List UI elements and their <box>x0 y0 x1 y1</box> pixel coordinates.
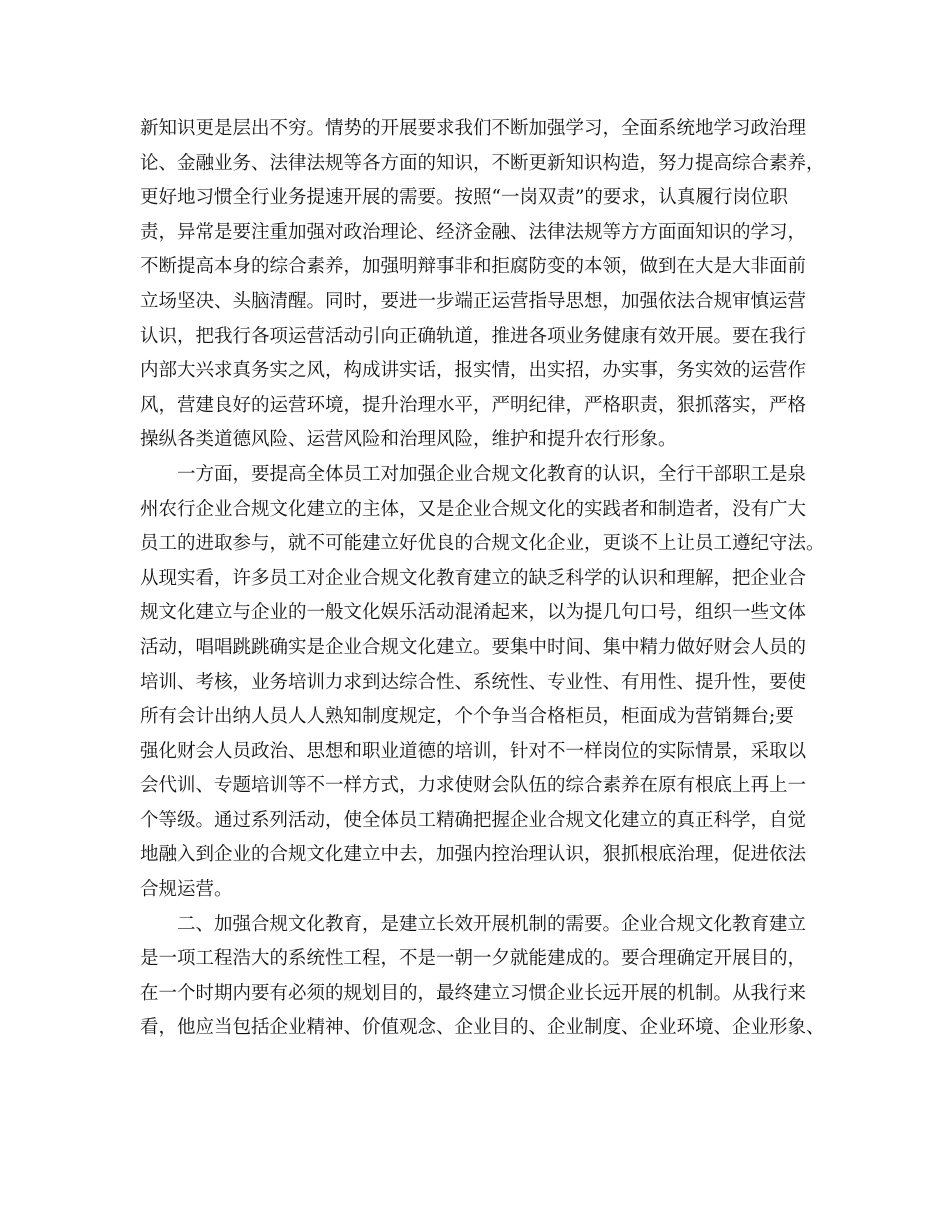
text-line: 新知识更是层出不穷。情势的开展要求我们不断加强学习，全面系统地学习政治理 <box>140 118 807 139</box>
text-line: 更好地习惯全行业务提速开展的需要。按照“一岗双责”的要求，认真履行岗位职 <box>140 187 788 209</box>
text-line: 活动，唱唱跳跳确实是企业合规文化建立。要集中时间、集中精力做好财会人员的 <box>140 636 807 658</box>
paragraph-1 <box>140 112 825 458</box>
text-line: 是一项工程浩大的系统性工程，不是一朝一夕就能建成的。要合理确定开展目的， <box>140 948 807 970</box>
text-line: 一方面，要提高全体员工对加强企业合规文化教育的认识，全行干部职工是泉 <box>177 463 807 485</box>
text-line: 合规运营。 <box>140 879 233 901</box>
text-line: 内部大兴求真务实之风，构成讲实话，报实情，出实招，办实事，务实效的运营作 <box>140 360 807 382</box>
text-line: 不断提高本身的综合素养，加强明辩事非和拒腐防变的本领，做到在大是大非面前 <box>140 256 807 278</box>
text-line: 个等级。通过系列活动，使全体员工精确把握企业合规文化建立的真正科学，自觉 <box>140 809 807 831</box>
text-line: 认识，把我行各项运营活动引向正确轨道，推进各项业务健康有效开展。要在我行 <box>140 325 807 347</box>
text-line: 员工的进取参与，就不可能建立好优良的合规文化企业，更谈不上让员工遵纪守法。 <box>140 533 825 555</box>
text-line: 二、加强合规文化教育，是建立长效开展机制的需要。企业合规文化教育建立 <box>177 913 807 935</box>
paragraph-2 <box>140 458 825 908</box>
text-line: 从现实看，许多员工对企业合规文化教育建立的缺乏科学的认识和理解，把企业合 <box>140 567 807 589</box>
text-line: 会代训、专题培训等不一样方式，力求使财会队伍的综合素养在原有根底上再上一 <box>140 775 807 797</box>
text-line: 风，营建良好的运营环境，提升治理水平，严明纪律，严格职责，狠抓落实，严格 <box>140 394 807 416</box>
text-line: 论、金融业务、法律法规等各方面的知识，不断更新知识构造，努力提高综合素养， <box>140 152 825 174</box>
text-line: 操纵各类道德风险、运营风险和治理风险，维护和提升农行形象。 <box>140 429 677 451</box>
text-line: 在一个时期内要有必须的规划目的，最终建立习惯企业长远开展的机制。从我行来 <box>140 982 807 1004</box>
text-line: 看，他应当包括企业精神、价值观念、企业目的、企业制度、企业环境、企业形象、 <box>140 1017 825 1039</box>
text-line: 责，异常是要注重加强对政治理论、经济金融、法律法规等方方面面知识的学习， <box>140 221 807 243</box>
body-text <box>140 112 825 1046</box>
text-line: 地融入到企业的合规文化建立中去，加强内控治理认识，狠抓根底治理，促进依法 <box>140 844 807 866</box>
text-line: 规文化建立与企业的一般文化娱乐活动混淆起来，以为提几句口号，组织一些文体 <box>140 602 807 624</box>
text-line: 培训、考核，业务培训力求到达综合性、系统性、专业性、有用性、提升性，要使 <box>140 671 807 693</box>
text-line: 所有会计出纳人员人人熟知制度规定，个个争当合格柜员，柜面成为营销舞台;要 <box>140 706 794 728</box>
paragraph-3 <box>140 908 825 1046</box>
text-line: 强化财会人员政治、思想和职业道德的培训，针对不一样岗位的实际情景，采取以 <box>140 740 807 762</box>
text-line: 立场坚决、头脑清醒。同时，要进一步端正运营指导思想，加强依法合规审慎运营 <box>140 290 807 312</box>
text-line: 州农行企业合规文化建立的主体，又是企业合规文化的实践者和制造者，没有广大 <box>140 498 807 520</box>
